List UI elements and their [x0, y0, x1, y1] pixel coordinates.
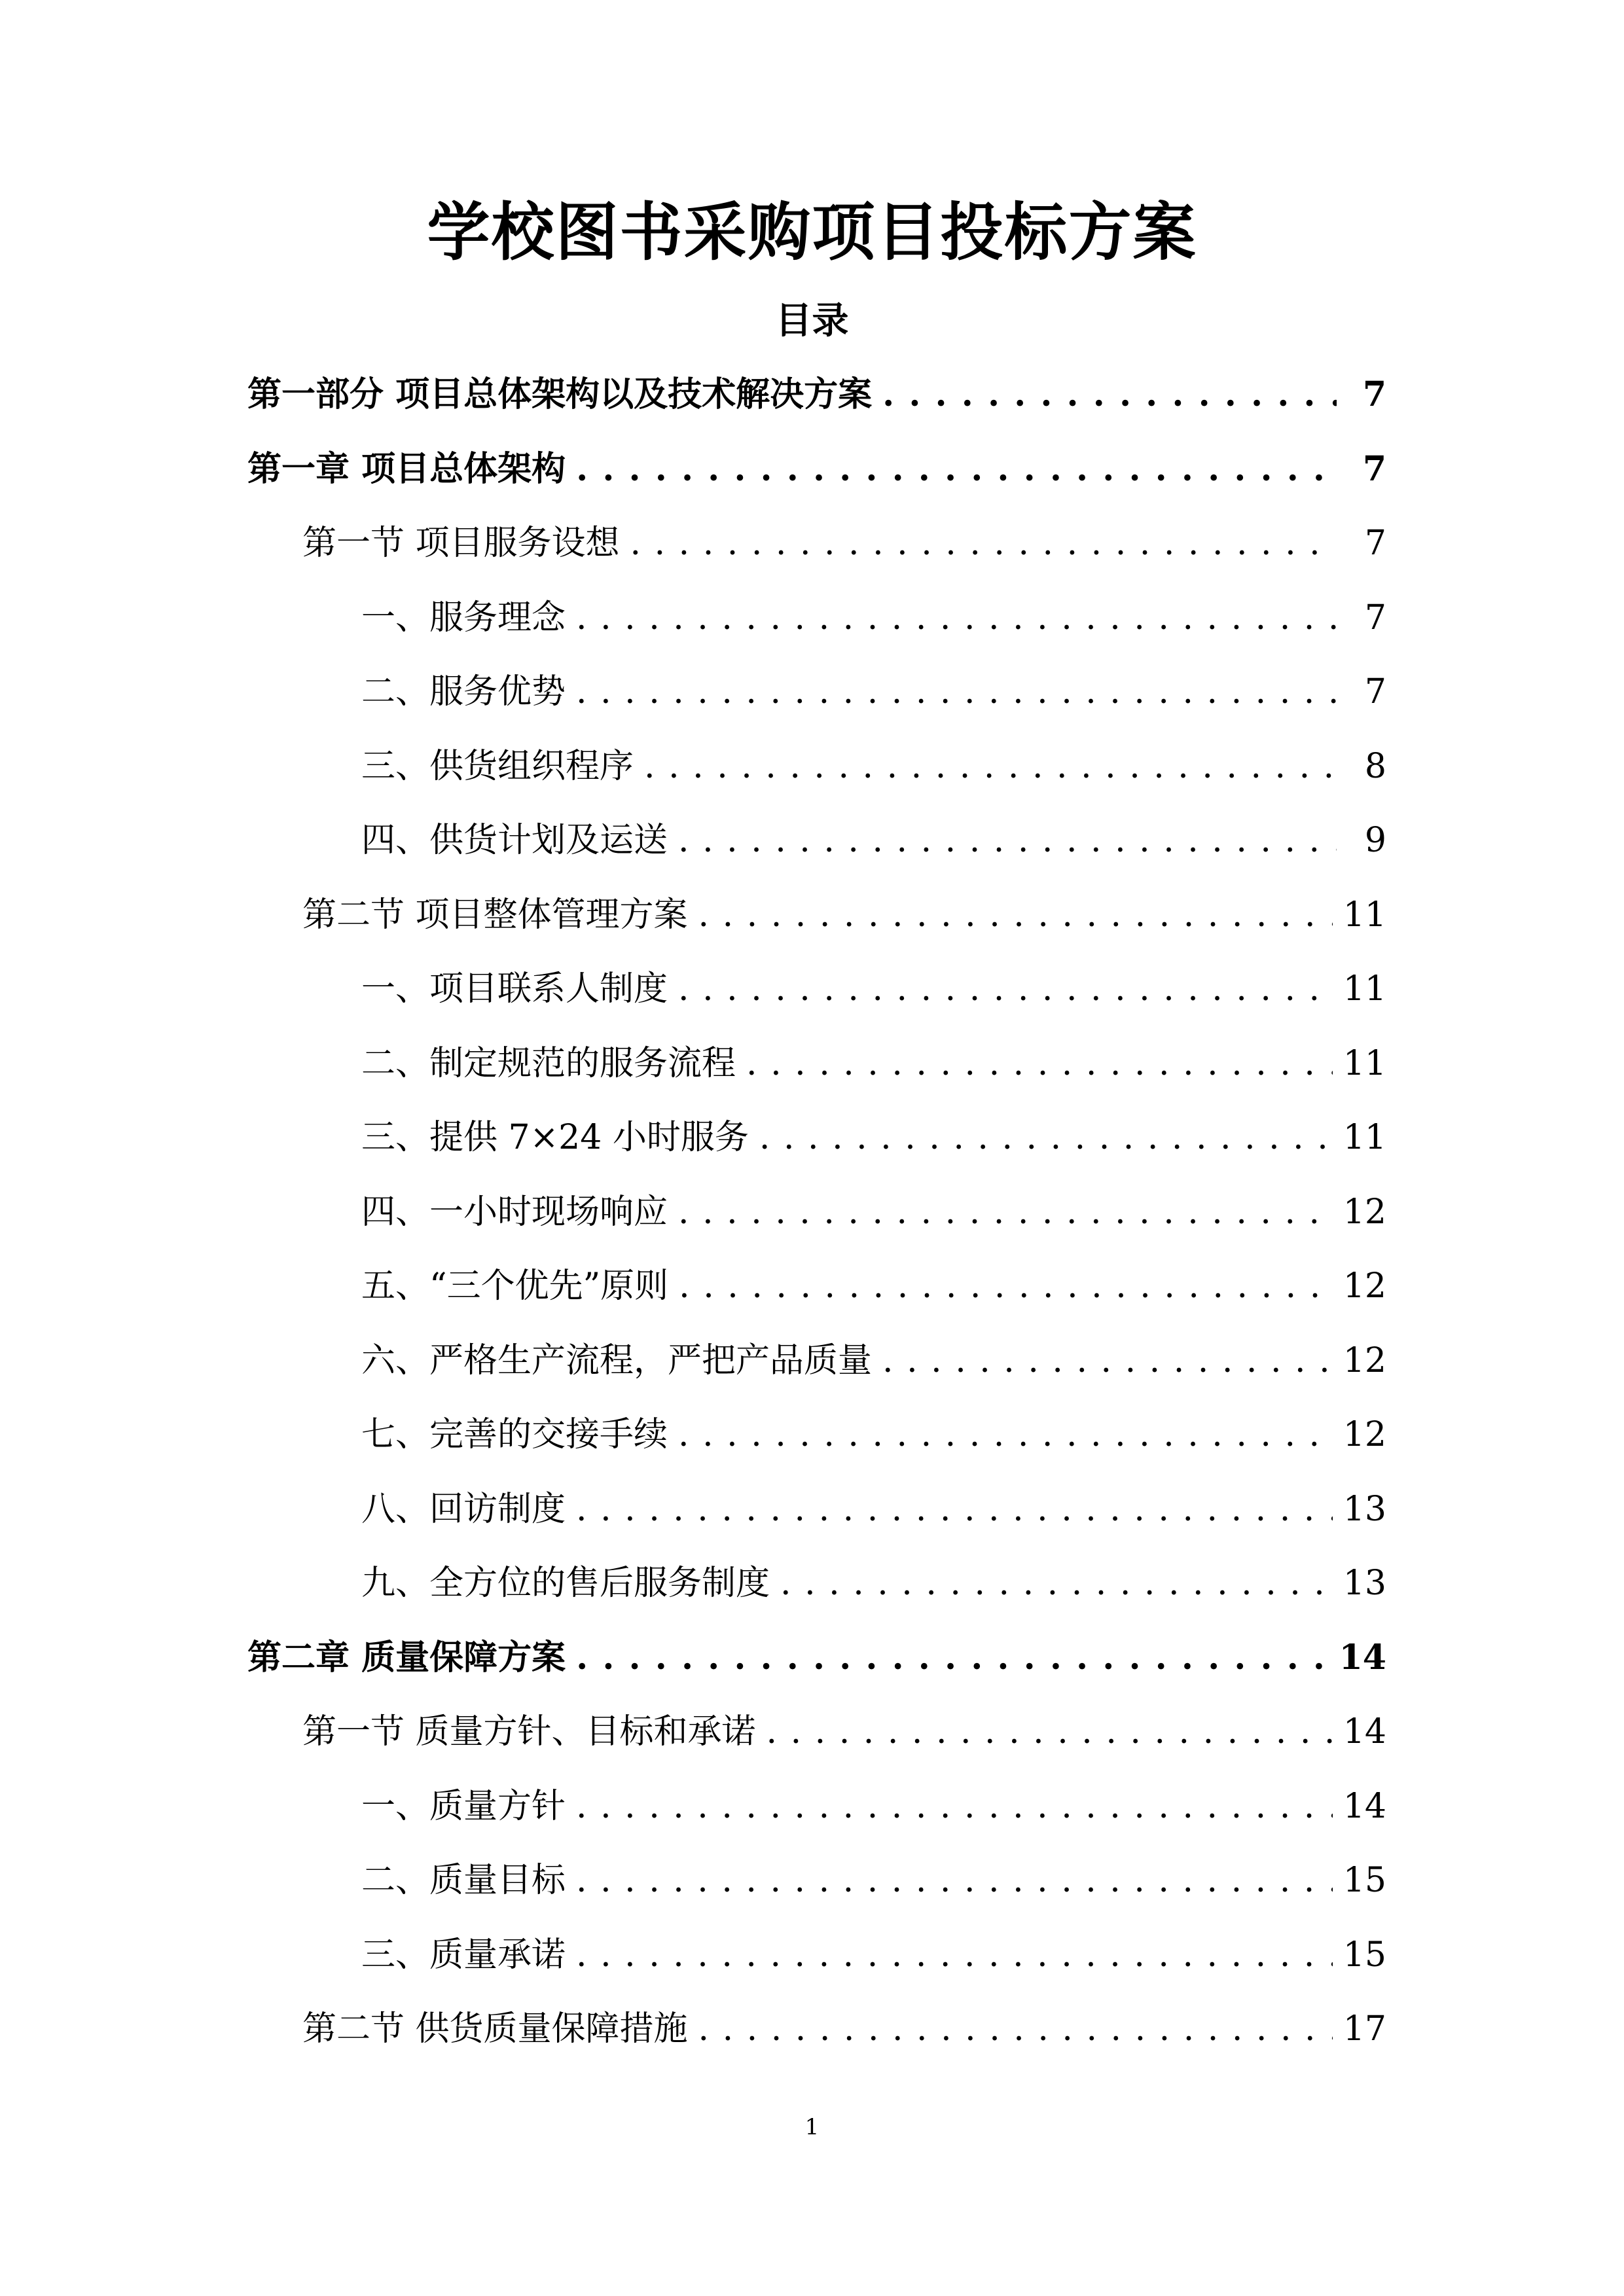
- toc-dot-leader: [882, 1331, 1333, 1390]
- toc-entry-label: 二、质量目标: [361, 1861, 566, 1900]
- toc-entry-label: 一、服务理念: [361, 598, 566, 637]
- toc-entry[interactable]: [247, 1702, 1386, 1777]
- toc-dot-leader: [576, 1628, 1329, 1687]
- toc-entry-page: 12: [1343, 1415, 1386, 1454]
- toc-entry-label: 一、项目联系人制度: [361, 969, 668, 1009]
- toc-entry-page: 11: [1343, 1118, 1386, 1157]
- toc-dot-leader: [576, 662, 1337, 721]
- toc-entry-label: 第二节 项目整体管理方案: [302, 895, 688, 935]
- toc-entry-page: 12: [1343, 1266, 1386, 1306]
- toc-entry[interactable]: [247, 960, 1386, 1034]
- toc-entry[interactable]: [247, 662, 1386, 737]
- toc-entry[interactable]: [247, 737, 1386, 812]
- toc-entry[interactable]: [247, 1628, 1386, 1703]
- toc-entry-page: 7: [1364, 672, 1386, 711]
- toc-entry[interactable]: [247, 588, 1386, 663]
- toc-entry[interactable]: [247, 886, 1386, 960]
- toc-entry-page: 9: [1364, 821, 1386, 860]
- toc-entry-page: 7: [1364, 598, 1386, 637]
- toc-entry[interactable]: [247, 1926, 1386, 2000]
- toc-entry-page: 13: [1343, 1489, 1386, 1529]
- toc-entry-page: 15: [1343, 1861, 1386, 1900]
- toc-entry[interactable]: [247, 1183, 1386, 1257]
- toc-entry-label: 四、一小时现场响应: [361, 1192, 668, 1232]
- toc-heading: 目录: [775, 299, 849, 342]
- toc-entry-label: 第一节 项目服务设想: [302, 524, 620, 563]
- toc-dot-leader: [644, 737, 1337, 796]
- toc-entry-page: 13: [1343, 1564, 1386, 1603]
- toc-entry[interactable]: [247, 514, 1386, 588]
- toc-entry-label: 七、完善的交接手续: [361, 1415, 668, 1454]
- toc-entry-label: 第一部分 项目总体架构以及技术解决方案: [247, 374, 873, 414]
- toc-dot-leader: [767, 1702, 1333, 1761]
- toc-entry[interactable]: [247, 365, 1386, 440]
- toc-entry[interactable]: [247, 1257, 1386, 1331]
- document-title: 学校图书采购项目投标方案: [427, 195, 1197, 269]
- toc-entry-page: 7: [1362, 374, 1386, 414]
- toc-dot-leader: [759, 1108, 1333, 1167]
- toc-entry-page: 12: [1343, 1340, 1386, 1380]
- toc-entry[interactable]: [247, 1480, 1386, 1554]
- toc-dot-leader: [576, 588, 1337, 647]
- toc-entry-label: 第一章 项目总体架构: [247, 448, 566, 489]
- toc-dot-leader: [698, 2000, 1333, 2058]
- toc-dot-leader: [780, 1554, 1333, 1613]
- toc-dot-leader: [576, 1851, 1333, 1910]
- toc-entry-page: 7: [1362, 448, 1386, 489]
- toc-dot-leader: [576, 440, 1337, 499]
- toc-entry-page: 11: [1343, 1043, 1386, 1083]
- toc-dot-leader: [679, 1257, 1333, 1316]
- toc-dot-leader: [678, 1405, 1333, 1464]
- toc-entry-label: 八、回访制度: [361, 1489, 566, 1529]
- toc-entry-label: 九、全方位的售后服务制度: [361, 1564, 770, 1603]
- toc-entry-label: 第二章 质量保障方案: [247, 1637, 566, 1677]
- toc-entry-label: 五、“三个优先”原则: [361, 1266, 669, 1306]
- toc-entry-label: 第二节 供货质量保障措施: [302, 2009, 688, 2049]
- toc-dot-leader: [576, 1926, 1333, 1984]
- toc-entry-label: 三、供货组织程序: [361, 746, 634, 786]
- table-of-contents: [247, 365, 1386, 2074]
- toc-entry-page: 14: [1343, 1712, 1386, 1751]
- toc-entry-label: 二、服务优势: [361, 672, 566, 711]
- toc-entry[interactable]: [247, 1331, 1386, 1406]
- toc-dot-leader: [698, 886, 1333, 944]
- toc-dot-leader: [576, 1777, 1333, 1836]
- toc-entry[interactable]: [247, 1777, 1386, 1852]
- toc-entry-page: 12: [1343, 1192, 1386, 1232]
- toc-entry-page: 14: [1339, 1637, 1386, 1677]
- toc-entry-label: 二、制定规范的服务流程: [361, 1043, 736, 1083]
- toc-entry-page: 14: [1343, 1786, 1386, 1826]
- toc-dot-leader: [678, 1183, 1333, 1242]
- toc-entry[interactable]: [247, 2000, 1386, 2074]
- toc-entry-label: 六、严格生产流程，严把产品质量: [361, 1340, 873, 1380]
- toc-dot-leader: [678, 960, 1333, 1018]
- toc-entry-page: 17: [1343, 2009, 1386, 2049]
- toc-entry[interactable]: [247, 1034, 1386, 1109]
- toc-entry-page: 11: [1343, 895, 1386, 935]
- toc-dot-leader: [882, 365, 1337, 424]
- toc-dot-leader: [746, 1034, 1333, 1093]
- toc-dot-leader: [678, 811, 1337, 870]
- toc-dot-leader: [630, 514, 1337, 573]
- toc-entry-label: 第一节 质量方针、目标和承诺: [302, 1712, 756, 1751]
- toc-entry-page: 11: [1343, 969, 1386, 1009]
- toc-dot-leader: [576, 1480, 1333, 1539]
- toc-entry[interactable]: [247, 440, 1386, 514]
- toc-entry-label: 一、质量方针: [361, 1786, 566, 1826]
- toc-entry[interactable]: [247, 1851, 1386, 1926]
- toc-entry-label: 三、质量承诺: [361, 1935, 566, 1975]
- toc-entry[interactable]: [247, 1554, 1386, 1628]
- toc-entry[interactable]: [247, 811, 1386, 886]
- toc-entry[interactable]: [247, 1405, 1386, 1480]
- toc-entry-page: 7: [1364, 524, 1386, 563]
- toc-entry-page: 15: [1343, 1935, 1386, 1975]
- toc-entry-page: 8: [1364, 746, 1386, 786]
- toc-entry-label: 四、供货计划及运送: [361, 821, 668, 860]
- toc-entry-label: 三、提供 7×24 小时服务: [361, 1118, 749, 1157]
- page-number: 1: [804, 2114, 820, 2140]
- toc-entry[interactable]: [247, 1108, 1386, 1183]
